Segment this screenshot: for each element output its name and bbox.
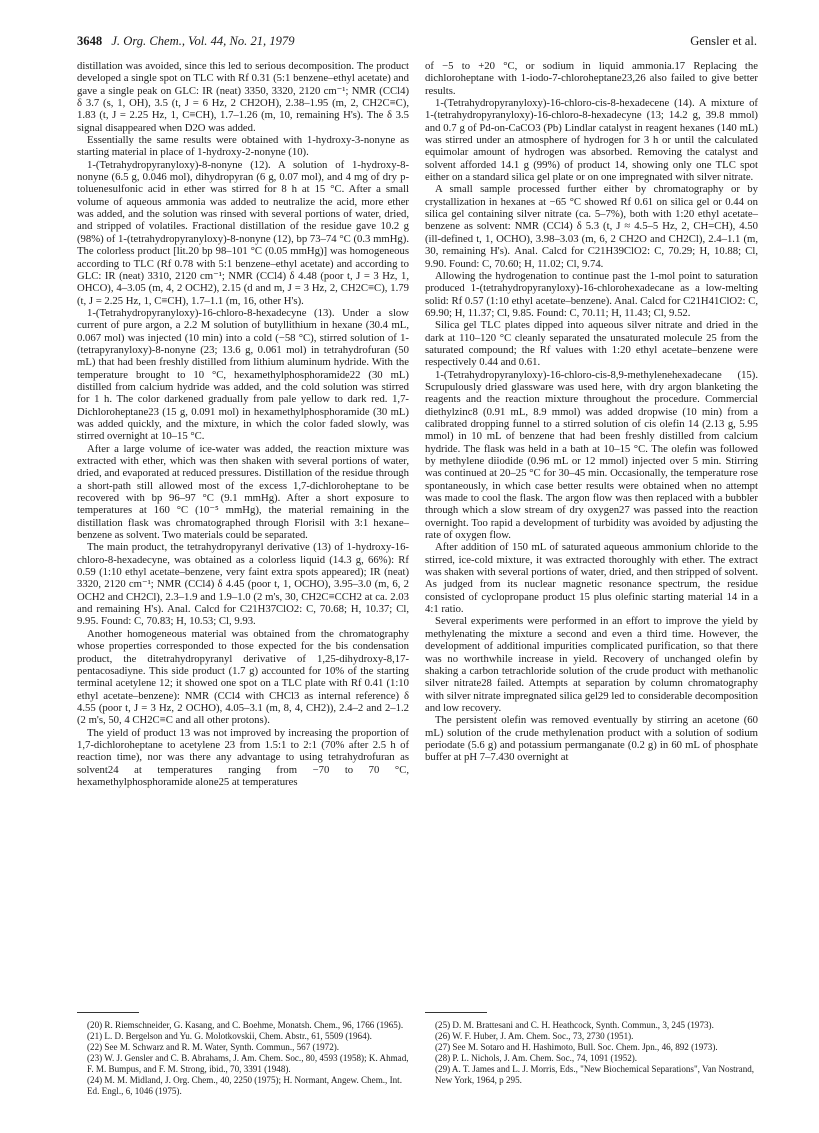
- paragraph: A small sample processed further either by chromatography or by crystallization in hexanes at −65 °C showed Rf 0.61 on silica gel or 0.44 on silica gel containing silver nitrate (ca. 5–7%), both with 1:20 ethyl acetate–benzene as solvent: NMR (CCl4) δ 5.3 (t, J ≈ 4.5–5 Hz, 2, CH=CH), 4.50 (ill-defined t, 1, OCHO), 3.98–3.03 (m, 6, 2 CH2O and CH2Cl), 2.4–1.1 (m, 30, remaining H's). Anal. Calcd for C21H39ClO2: C, 70.29; H, 10.88; Cl, 9.90. Found: C, 70.60; H, 11.02; Cl, 9.74.: [425, 183, 758, 270]
- page-number: 3648: [77, 34, 103, 48]
- paragraph: After a large volume of ice-water was added, the reaction mixture was extracted with ether, which was then shaken with several portions of water, dried, and evaporated at reduced pressures. Distillation of the residue through a short-path still allowed most of the excess 1,7-dichloroheptane to be recovered with bp 96–97 °C (9.1 mmHg). After a short exposure to temperatures at 160 °C (10⁻⁵ mmHg), the material remaining in the distillation flask was chromatographed through Florisil with 3:1 hexane–benzene as solvent. Two materials could be separated.: [77, 442, 409, 542]
- paragraph: The persistent olefin was removed eventually by stirring an acetone (60 mL) solution of the crude methylenation product with a solution of sodium periodate (5.6 g) and potassium permanganate (0.2 g) in 60 mL of phosphate buffer at pH 7–7.430 overnight at: [425, 714, 758, 764]
- footnote: (24) M. M. Midland, J. Org. Chem., 40, 2250 (1975); H. Normant, Angew. Chem., Int. Ed. Engl., 6, 1046 (1975).: [87, 1075, 402, 1096]
- footnote: (23) W. J. Gensler and C. B. Abrahams, J. Am. Chem. Soc., 80, 4593 (1958); K. Ahmad, F. M. Bumpus, and F. M. Strong, ibid., 70, 3391 (1948).: [87, 1053, 409, 1074]
- paragraph: The yield of product 13 was not improved by increasing the proportion of 1,7-dichloroheptane to acetylene 23 from 1.5:1 to 2:1 (70% after 2.5 h of reaction time), nor was there any advantage to using tetrahydrofuran as solvent24 at temperatures ranging from −70 to 70 °C, hexamethylphosphoramide alone25 at temperatures: [77, 726, 409, 788]
- paragraph: Silica gel TLC plates dipped into aqueous silver nitrate and dried in the dark at 110–120 °C cleanly separated the unsaturated molecule 25 from the saturated compound; the Rf values with 1:20 ethyl acetate–benzene were respectively 0.44 and 0.61.: [425, 319, 758, 369]
- footnote: (21) L. D. Bergelson and Yu. G. Molotkovskii, Chem. Abstr., 61, 5509 (1964).: [87, 1031, 372, 1041]
- footnote: (28) P. L. Nichols, J. Am. Chem. Soc., 74, 1091 (1952).: [435, 1053, 638, 1063]
- footnotes-right: [425, 1020, 758, 1086]
- footnotes-left: [77, 1020, 409, 1097]
- left-column: [77, 60, 409, 788]
- footnote: (26) W. F. Huber, J. Am. Chem. Soc., 73, 2730 (1951).: [435, 1031, 634, 1041]
- footnote: (22) See M. Schwarz and R. M. Water, Synth. Commun., 567 (1972).: [87, 1042, 340, 1052]
- paragraph: 1-(Tetrahydropyranyloxy)-16-chloro-cis-8-hexadecene (14). A mixture of 1-(tetrahydropyranyloxy)-16-chloro-8-hexadecyne (13; 14.2 g, 39.8 mmol) and 0.7 g of Pd-on-CaCO3 (Pb) Lindlar catalyst in reagent hexanes (140 mL) was stirred under an atmosphere of hydrogen for 3 h or until the calculated equimolar amount of hydrogen was absorbed. Removing the catalyst and solvent afforded 14.1 g (99%) of product 14, showing only one TLC spot either on a standard silica gel plate or on one impregnated with silver nitrate.: [425, 97, 758, 184]
- paragraph: of −5 to +20 °C, or sodium in liquid ammonia.17 Replacing the dichloroheptane with 1-iodo-7-chloroheptane23,26 also failed to give better results.: [425, 60, 758, 97]
- footnote-divider: [425, 1012, 487, 1013]
- paragraph: 1-(Tetrahydropyranyloxy)-16-chloro-cis-8,9-methylenehexadecane (15). Scrupulously dried glassware was used here, with dry argon blanketing the reagents and the reaction mixture throughout the procedure. Commercial diethylzinc8 (0.91 mL, 8.9 mmol) was added dropwise (10 min) from a calibrated dropping funnel to a stirred solution of cis olefin 14 (2.13 g, 5.95 mmol) in 10 mL of benzene that had been freshly distilled from calcium hydride. The flask was held in a bath at 10–15 °C. The olefin was followed by methylene diiodide (0.96 mL or 12 mmol) injected over 5 min. Stirring was continued at 20–25 °C for 30–45 min. Occasionally, the temperature rose spontaneously, in which case better results were obtained when no attempt was made to cool the flask. The argon flow was then replaced with a bubbler through which a slow stream of dry oxygen27 was passed into the reaction overnight. Too rapid a development of turbidity was avoided by adjusting the rate of oxygen flow.: [425, 368, 758, 542]
- right-column: [425, 60, 758, 764]
- footnote: (29) A. T. James and L. J. Morris, Eds., "New Biochemical Separations", Van Nostrand, New York, 1964, p 295.: [435, 1064, 755, 1085]
- paragraph: Essentially the same results were obtained with 1-hydroxy-3-nonyne as starting material in place of 1-hydroxy-2-nonyne (10).: [77, 134, 409, 159]
- footnote: (20) R. Riemschneider, G. Kasang, and C. Boehme, Monatsh. Chem., 96, 1766 (1965).: [87, 1020, 404, 1030]
- paragraph: Allowing the hydrogenation to continue past the 1-mol point to saturation produced 1-(tetrahydropyranyloxy)-16-chlorohexadecane as a low-melting solid: Rf 0.57 (1:10 ethyl acetate–benzene). Anal. Calcd for C21H41ClO2: C, 69.90; H, 11.37; Cl, 9.85. Found: C, 70.11; H, 11.43; Cl, 9.52.: [425, 269, 758, 319]
- page-header: [77, 32, 757, 50]
- footnote-divider: [77, 1012, 139, 1013]
- paragraph: The main product, the tetrahydropyranyl derivative (13) of 1-hydroxy-16-chloro-8-hexadecyne, was obtained as a colorless liquid (14.3 g, 66%): Rf 0.59 (1:10 ethyl acetate–benzene, very faint extra spots appeared); IR (neat) 3320, 2120 cm⁻¹; NMR (CCl4) δ 4.45 (poor t, 1, OCHO), 3.95–3.0 (m, 6, 2 OCH2 and CH2Cl), 2.3–1.9 and 1.9–1.0 (2 m's, 30, CH2C≡CCH2 at ca. 2.03 and remaining H's). Anal. Calcd for C21H37ClO2: C, 70.68; H, 10.37; Cl, 9.95. Found: C, 70.83; H, 10.53; Cl, 9.93.: [77, 541, 409, 628]
- running-authors: Gensler et al.: [690, 34, 757, 48]
- paragraph: 1-(Tetrahydropyranyloxy)-16-chloro-8-hexadecyne (13). Under a slow current of pure argon, a 2.2 M solution of butyllithium in hexane (30.4 mL, 0.067 mol) was injected (10 min) into a cold (−58 °C), stirred solution of 1-(tetrapyranyloxy)-8-nonyne (23; 13.6 g, 0.061 mol) in tetrahydrofuran (50 mL) that had been freshly distilled from lithium aluminum hydride. With the temperature brought to 10 °C, hexamethylphosphoramide22 (30 mL) distilled from calcium hydride was added, and the cold solution was stirred for 1 h. The color darkened gradually from pale yellow to dark red. 1,7-Dichloroheptane23 (15 g, 0.091 mol) in hexamethylphosphoramide (30 mL) was added quickly, and the mixture, in which the color faded slowly, was stirred overnight at 10–15 °C.: [77, 306, 409, 443]
- paragraph: After addition of 150 mL of saturated aqueous ammonium chloride to the stirred, ice-cold mixture, it was extracted thoroughly with ether. The extract was shaken with several portions of water, dried, and then stripped of solvent. As judged from its nuclear magnetic resonance spectrum, the residue consisted of cyclopropane product 15 plus olefinic starting material 14 in a 4:1 ratio.: [425, 541, 758, 616]
- paragraph: distillation was avoided, since this led to serious decomposition. The product developed a single spot on TLC with Rf 0.31 (5:1 benzene–ethyl acetate) and gave a single peak on GLC: IR (neat) 3350, 3320, 2120 cm⁻¹; NMR (CCl4) δ 3.7 (s, 1, OH), 3.5 (t, J = 6 Hz, 2 CH2OH), 2.38–1.95 (m, 2, CH2C≡C), 1.83 (t, J = 2.25 Hz, 1, C≡CH), 1.7–1.26 (m, 10, remaining H's). The δ 3.5 signal disappeared when D2O was added.: [77, 60, 409, 134]
- header-left: [77, 32, 295, 50]
- paragraph: Several experiments were performed in an effort to improve the yield by methylenating the mixture a second and even a third time. However, the development of additional impurities complicated purification, so that there was no worthwhile increase in yield. Recovery of unchanged olefin by shaking a carbon tetrachloride solution of the crude product with methanolic silver nitrate28 failed. Attempts at separation by column chromatography with silver nitrate impregnated silica gel29 led to considerable decomposition and low recovery.: [425, 615, 758, 714]
- journal-citation: J. Org. Chem., Vol. 44, No. 21, 1979: [111, 34, 295, 48]
- paragraph: Another homogeneous material was obtained from the chromatography whose properties corresponded to those expected for the bis condensation product, the ditetrahydropyranyl derivative of 1,25-dihydroxy-8,17-pentacosadiyne. This side product (1.7 g) accounted for 10% of the starting terminal acetylene 12; it showed one spot on a TLC plate with Rf 0.41 (1:10 ethyl acetate–benzene): NMR (CCl4 with CHCl3 as internal reference) δ 4.55 (poor t, J = 3 Hz, 2 OCHO), 4.05–3.1 (m, 8, 4, CH2)), 2.4–2 and 2–1.2 (2 m's, 50, 4 CH2C≡C and all other protons).: [77, 627, 409, 727]
- paragraph: 1-(Tetrahydropyranyloxy)-8-nonyne (12). A solution of 1-hydroxy-8-nonyne (6.5 g, 0.046 mol), dihydropyran (6 g, 0.07 mol), and 4 mg of dry p-toluenesulfonic acid in ether was stirred for 8 h at 15 °C. After a small volume of aqueous ammonia was added to neutralize the acid, more ether was added, and the solution was rinsed with several portions of water, dried, and stripped of volatiles. Fractional distillation of the residue gave 10.2 g (98%) of 1-(tetrahydropyranyloxy)-8-nonyne (12), bp 73–74 °C (0.3 mmHg). The colorless product [lit.20 bp 98–101 °C (0.05 mmHg)] was homogeneous according to TLC (Rf 0.78 with 5:1 benzene–ethyl acetate) and according to GLC: IR (neat) 3310, 2120 cm⁻¹; NMR (CCl4) δ 4.48 (poor t, J = 3 Hz, 1, OHCO), 4–3.05 (m, 4, 2 OCH2), 2.15 (d and m, J = 3 Hz, 2, CH2C≡C), 1.79 (t, J = 2.25 Hz, 1, C≡CH), 1.7–1.1 (m, 16, other H's).: [77, 158, 409, 307]
- footnote: (27) See M. Sotaro and H. Hashimoto, Bull. Soc. Chem. Jpn., 46, 892 (1973).: [435, 1042, 718, 1052]
- footnote: (25) D. M. Brattesani and C. H. Heathcock, Synth. Commun., 3, 245 (1973).: [435, 1020, 714, 1030]
